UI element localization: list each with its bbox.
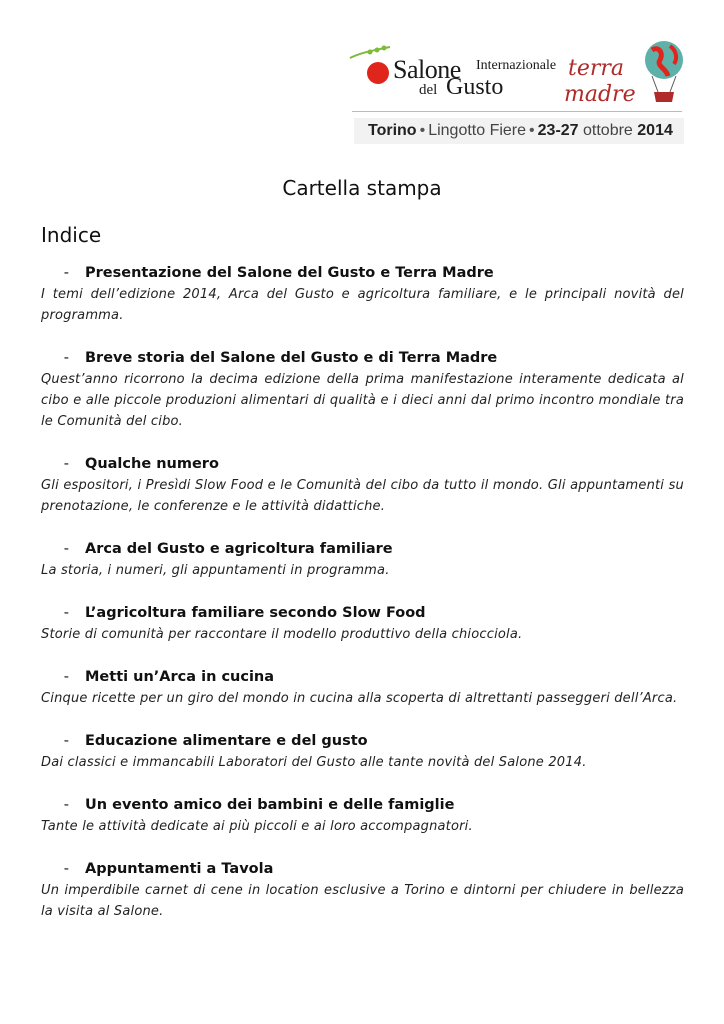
item-description: La storia, i numeri, gli appuntamenti in programma.	[41, 563, 390, 578]
item-title: Un evento amico dei bambini e delle famiglie	[85, 797, 455, 813]
logo-dates: 23-27	[537, 122, 579, 139]
item-description: Dai classici e immancabili Laboratori del Gusto alle tante novità del Salone 2014.	[41, 755, 587, 770]
bullet-dash: -	[63, 541, 69, 557]
bullet-dash: -	[63, 605, 69, 621]
item-description: Storie di comunità per raccontare il modello produttivo della chiocciola.	[41, 627, 523, 642]
logo-gusto-text: Gusto	[446, 74, 504, 100]
logo-venue: Lingotto Fiere	[428, 122, 527, 139]
list-item	[41, 347, 684, 432]
list-item	[41, 858, 684, 922]
list-item	[41, 262, 684, 326]
index-heading: Indice	[41, 223, 102, 247]
event-logo	[346, 38, 686, 142]
item-title: Appuntamenti a Tavola	[85, 861, 274, 877]
item-title: Educazione alimentare e del gusto	[85, 733, 368, 749]
table-of-contents	[41, 262, 684, 922]
bullet-dash: -	[63, 669, 69, 685]
bullet-dash: -	[63, 861, 69, 877]
list-item	[41, 730, 684, 773]
logo-year: 2014	[637, 122, 673, 139]
logo-madre-text: madre	[564, 82, 636, 107]
item-title: Metti un’Arca in cucina	[85, 669, 275, 685]
bullet-dash: -	[63, 350, 69, 366]
logo-del-text: del	[419, 82, 438, 98]
list-item	[41, 602, 684, 645]
item-description: I temi dell’edizione 2014, Arca del Gusto e agricoltura familiare, e le principali novità del programma.	[41, 287, 684, 323]
list-item	[41, 666, 684, 709]
globe-balloon-icon	[642, 38, 686, 110]
logo-internazionale-text: Internazionale	[476, 58, 557, 73]
item-description: Gli espositori, i Presìdi Slow Food e le Comunità del cibo da tutto il mondo. Gli appuntamenti su prenotazione, le conferenze e le attività didattiche.	[41, 478, 684, 514]
bullet-dash: -	[63, 733, 69, 749]
item-title: Qualche numero	[85, 456, 219, 472]
logo-event-line: Torino • Lingotto Fiere • 23-27 ottobre 2014	[368, 122, 673, 139]
item-title: Presentazione del Salone del Gusto e Terra Madre	[85, 265, 494, 281]
item-title: Arca del Gusto e agricoltura familiare	[85, 541, 393, 557]
bullet-dash: -	[63, 456, 69, 472]
item-title: L’agricoltura familiare secondo Slow Food	[85, 605, 426, 621]
bullet-dash: -	[63, 797, 69, 813]
document-title: Cartella stampa	[282, 176, 442, 200]
bullet-dash: -	[63, 265, 69, 281]
item-description: Quest’anno ricorrono la decima edizione della prima manifestazione interamente dedicata al cibo e alle piccole produzioni alimentari di qualità e i dieci anni dal primo incontro mondiale tra le Comunità del cibo.	[41, 372, 684, 429]
list-item	[41, 538, 684, 581]
logo-terra-text: terra	[568, 56, 625, 81]
item-description: Un imperdibile carnet di cene in location esclusive a Torino e dintorni per chiudere in bellezza la visita al Salone.	[41, 883, 684, 919]
logo-city: Torino	[368, 122, 417, 139]
logo-month: ottobre	[583, 122, 633, 139]
item-description: Tante le attività dedicate ai più piccoli e ai loro accompagnatori.	[41, 819, 473, 834]
logo-divider	[352, 111, 682, 112]
list-item	[41, 794, 684, 837]
list-item	[41, 453, 684, 517]
item-description: Cinque ricette per un giro del mondo in cucina alla scoperta di altrettanti passeggeri dell’Arca.	[41, 691, 678, 706]
logo-salone-text: Salone	[393, 55, 461, 84]
item-title: Breve storia del Salone del Gusto e di Terra Madre	[85, 350, 498, 366]
